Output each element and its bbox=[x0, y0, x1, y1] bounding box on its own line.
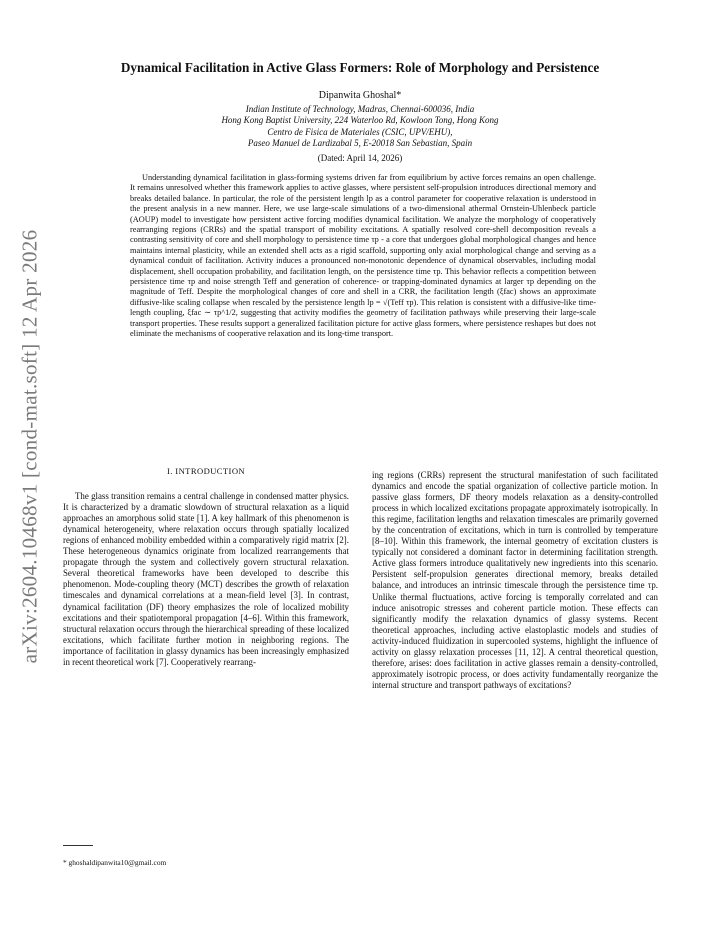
arxiv-identifier-stamp bbox=[14, 229, 46, 663]
paper-title: Dynamical Facilitation in Active Glass Formers: Role of Morphology and Persistence bbox=[120, 60, 600, 75]
paper-date: (Dated: April 14, 2026) bbox=[317, 153, 403, 163]
intro-paragraph-left: The glass transition remains a central challenge in condensed matter physics. It is characterized by a dramatic slowdown of structural relaxation as a liquid approaches an amorphous solid state [1]. A key hallmark of this phenomenon is dynamical heterogeneity, where relaxation occurs through spatially localized regions of enhanced mobility embedded within a comparatively rigid matrix [2]. These heterogeneous dynamics originate from localized rearrangements that propagate through the system and collectively govern structural relaxation. Several theoretical frameworks have been developed to describe this phenomenon. Mode-coupling theory (MCT) describes the growth of relaxation timescales and dynamical correlations at a mean-field level [3]. In contrast, dynamical facilitation (DF) theory emphasizes the role of localized mobility excitations and their spatiotemporal propagation [4–6]. Within this framework, structural relaxation occurs through the hierarchical spreading of these localized excitations, which facilitate further motion in neighboring regions. The importance of facilitation in glassy dynamics has been increasingly emphasized in recent theoretical work [7]. Cooperatively rearrang- bbox=[63, 491, 349, 667]
footnote-rule bbox=[63, 845, 93, 846]
author-email-footnote: * ghoshaldipanwita10@gmail.com bbox=[63, 858, 167, 867]
author-affiliations bbox=[40, 104, 680, 150]
arxiv-identifier-text: arXiv:2604.10468v1 [cond-mat.soft] 12 Apr 2026 bbox=[17, 229, 42, 663]
intro-column-left bbox=[63, 466, 349, 668]
section-heading-introduction: I. INTRODUCTION bbox=[166, 466, 246, 476]
affiliation-line: Hong Kong Baptist University, 224 Waterloo Rd, Kowloon Tong, Hong Kong bbox=[221, 115, 499, 126]
affiliation-line: Paseo Manuel de Lardizabal 5, E-20018 San Sebastian, Spain bbox=[247, 138, 473, 149]
intro-column-right bbox=[372, 470, 658, 691]
paper-author: Dipanwita Ghoshal* bbox=[318, 90, 402, 101]
affiliation-line: Indian Institute of Technology, Madras, Chennai-600036, India bbox=[245, 104, 475, 114]
intro-paragraph-right: ing regions (CRRs) represent the structural manifestation of such facilitated dynamics and encode the spatial organization of collective particle motion. In passive glass formers, DF theory models relaxation as a density-controlled process in which localized excitations propagate approximately isotropically. In this regime, facilitation lengths and relaxation timescales are primarily governed by the concentration of excitations, which in turn is controlled by temperature [8–10]. Within this framework, the internal geometry of excitation clusters is typically not considered a dominant factor in determining facilitation strength. Active glass formers introduce qualitatively new ingredients into this scenario. Persistent self-propulsion generates directional memory, breaks detailed balance, and introduces an intrinsic timescale through the persistence time τp. Unlike thermal fluctuations, active forcing is temporally correlated and can induce anisotropic stresses and coherent particle motion. These effects can significantly modify the relaxation dynamics of glassy systems. Recent theoretical approaches, including active elastoplastic models and studies of activity-induced fluidization in supercooled systems, highlight the influence of activity on glassy relaxation processes [11, 12]. A central theoretical question, therefore, arises: does facilitation in active glasses remain a density-controlled, approximately isotropic process, or does activity fundamentally reorganize the internal structure and transport pathways of excitations? bbox=[372, 470, 658, 690]
paper-abstract: Understanding dynamical facilitation in glass-forming systems driven far from equilibrium by active forces remains an open challenge. It remains unresolved whether this framework applies to active glasses, where persistent self-propulsion introduces directional memory and breaks detailed balance. In particular, the role of the persistent length lp as a control parameter for cooperative relaxation is understood in the present analysis in a new manner. Here, we use large-scale simulations of a two-dimensional athermal Ornstein-Uhlenbeck particle (AOUP) model to investigate how persistent active forcing modifies dynamical facilitation. We analyze the morphology of cooperatively rearranging regions (CRRs) and the spatial transport of mobility excitations. A spatially resolved core-shell decomposition reveals a contrasting sensitivity of core and shell morphology to persistence time τp - a core that undergoes global morphological changes and hence maintains internal plasticity, while an extended shell acts as a rigid scaffold, supporting only axial morphological change and serving as a dynamical conduit of facilitation. Activity induces a pronounced non-monotonic dependence of dynamical observables, including modal displacement, shell occupation probability, and facilitation length, on the persistence time τp. This behavior reflects a competition between persistence time τp and noise strength Teff and generation of coherence- or trapping-dominated dynamics at larger τp depending on the magnitude of Teff. Despite the morphological changes of core and shell in a CRR, the facilitation length (ξfac) shows an approximate diffusive-like scaling collapse when rescaled by the persistence length lp = √(Teff τp). This relation is consistent with a diffusive-like time-length coupling, ξfac ∼ τp^1/2, suggesting that activity modifies the geometry of facilitation pathways while preserving their large-scale transport properties. These results support a generalized facilitation picture for active glass formers, where persistence reshapes but does not eliminate the mechanisms of cooperative relaxation and its long-time transport. bbox=[130, 173, 596, 339]
affiliation-line: Centro de Fisica de Materiales (CSIC, UPV/EHU), bbox=[267, 126, 453, 137]
